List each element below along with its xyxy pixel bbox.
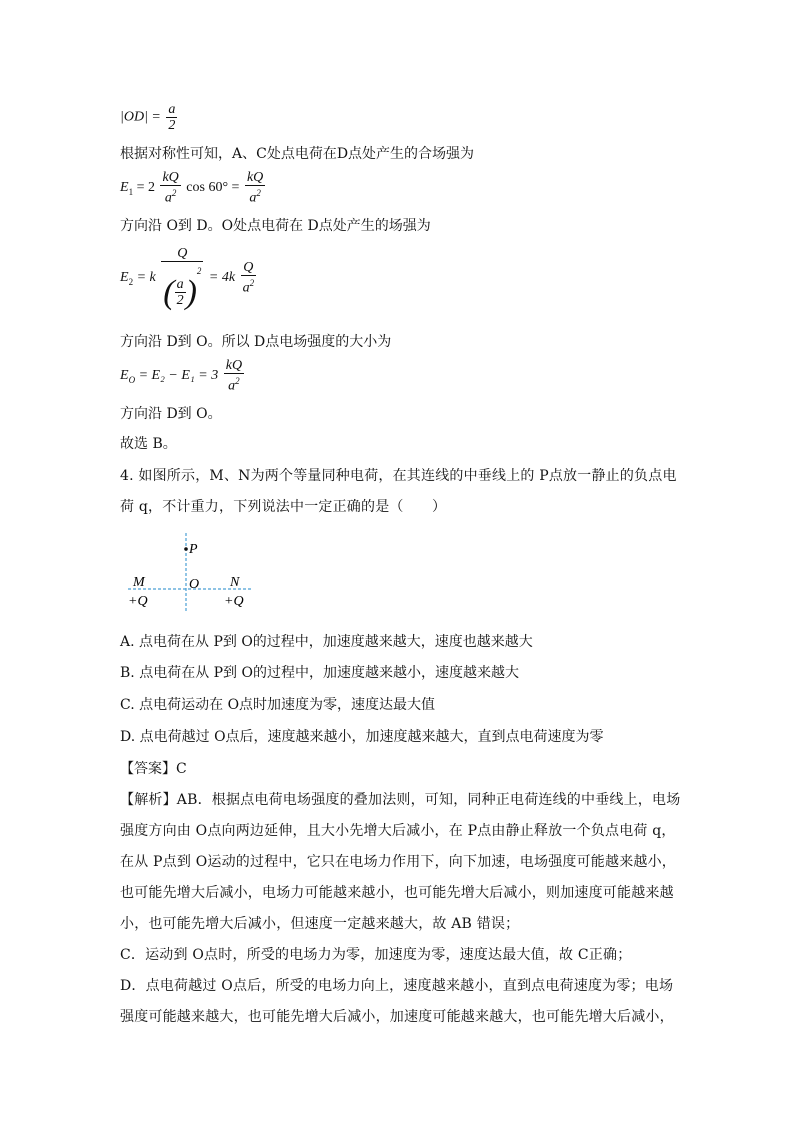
text-symmetry: 根据对称性可知，A、C处点电荷在D点处产生的合场强为 <box>120 146 475 162</box>
od-fraction <box>166 102 177 133</box>
analysis-line: 【解析】AB．根据点电荷电场强度的叠加法则，可知，同种正电荷连线的中垂线上，电场 <box>120 792 681 808</box>
e1-sub: 1 <box>128 186 134 197</box>
formula-od <box>120 102 179 133</box>
e1-frac2 <box>245 170 265 206</box>
text-dir2: 方向沿 D到 O。所以 D点电场强度的大小为 <box>120 334 392 350</box>
eo-frac <box>224 358 244 394</box>
e1-frac1 <box>160 170 180 206</box>
charge-m-label: +Q <box>128 594 148 609</box>
e1-num2: kQ <box>246 170 264 185</box>
analysis-line: 强度方向由 O点向两边延伸，且大小先增大后减小，在 P点由静止释放一个负点电荷 q， <box>120 823 676 839</box>
e2-num: Q <box>177 246 188 261</box>
e2-den2: a <box>242 280 250 296</box>
text-dir1: 方向沿 O到 D。O处点电荷在 D点处产生的场强为 <box>120 218 431 234</box>
od-num: a <box>168 102 176 117</box>
option-a: A. 点电荷在从 P到 O的过程中，加速度越来越大，速度也越来越大 <box>120 634 533 650</box>
eo-expr: = E₂ − E₁ = 3 <box>138 368 219 384</box>
option-b: B. 点电荷在从 P到 O的过程中，加速度越来越小，速度越来越大 <box>120 665 519 681</box>
e1-lhs: E <box>120 180 129 196</box>
od-lhs: |OD| = <box>120 109 161 125</box>
charge-figure <box>120 530 270 612</box>
e1-den2: a <box>249 190 257 206</box>
e1-num: kQ <box>162 170 179 185</box>
e2-frac1: Q ( $\frac{a}{2}$ )$^2$ <box>163 246 202 311</box>
analysis-line: C．运动到 O点时，所受的电场力为零，加速度为零，速度达最大值，故 C正确； <box>120 947 632 963</box>
e1-den-sup: 2 <box>171 188 177 198</box>
eo-den: a <box>228 378 236 394</box>
text-choose-b: 故选 B。 <box>120 436 177 452</box>
question-4-line1: 4. 如图所示，M、N为两个等量同种电荷，在其连线的中垂线上的 P点放一静止的负点电 <box>120 468 677 484</box>
e1-den: a <box>164 190 172 206</box>
analysis-line: 强度可能越来越大，也可能先增大后减小，加速度可能越来越大，也可能先增大后减小， <box>120 1009 674 1025</box>
e2-den2-sup: 2 <box>249 278 255 289</box>
formula-e2 <box>120 246 258 310</box>
formula-e1 <box>120 170 267 206</box>
eo-sub: O <box>128 374 136 385</box>
point-p-dot <box>184 547 188 551</box>
e1-den2-sup: 2 <box>256 188 261 198</box>
analysis-line: D．点电荷越过 O点后，所受的电场力向上，速度越来越小，直到点电荷速度为零；电场 <box>120 978 674 994</box>
analysis-line: 在从 P点到 O运动的过程中，它只在电场力作用下，向下加速，电场强度可能越来越小， <box>120 854 676 870</box>
analysis-line: 小，也可能先增大后减小，但速度一定越来越大，故 AB 错误； <box>120 916 520 932</box>
eo-num: kQ <box>225 358 243 373</box>
e2-eq: = k <box>136 270 156 286</box>
question-4-line2: 荷 q，不计重力，下列说法中一定正确的是（ ） <box>120 499 447 515</box>
e2-inner-den: 2 <box>176 293 184 309</box>
od-den: 2 <box>168 118 176 133</box>
formula-eo <box>120 358 246 394</box>
e2-num2: Q <box>243 260 254 276</box>
e1-eq: = 2 <box>136 180 155 196</box>
charge-n-label: +Q <box>224 594 244 609</box>
eo-lhs: E <box>120 368 129 384</box>
text-dir3: 方向沿 D到 O。 <box>120 406 222 422</box>
eo-den-sup: 2 <box>235 376 240 386</box>
answer-line: 【答案】C <box>120 761 187 777</box>
label-o: O <box>189 577 200 592</box>
label-m: M <box>133 575 145 590</box>
e1-cos: cos 60° = <box>186 180 240 196</box>
e2-sup: 2 <box>196 266 202 276</box>
e2-inner-num: a <box>176 277 184 293</box>
analysis-line: 也可能先增大后减小，电场力可能越来越小，也可能先增大后减小，则加速度可能越来越 <box>120 885 674 901</box>
e2-lhs: E <box>120 270 129 286</box>
e2-sub: 2 <box>128 276 134 287</box>
label-n: N <box>230 575 240 590</box>
option-d: D. 点电荷越过 O点后，速度越来越小，加速度越来越大，直到点电荷速度为零 <box>120 729 604 745</box>
e2-eq2: = 4k <box>208 270 236 286</box>
e2-frac2 <box>241 260 257 296</box>
label-p: P <box>189 542 198 557</box>
option-c: C. 点电荷运动在 O点时加速度为零，速度达最大值 <box>120 697 436 713</box>
